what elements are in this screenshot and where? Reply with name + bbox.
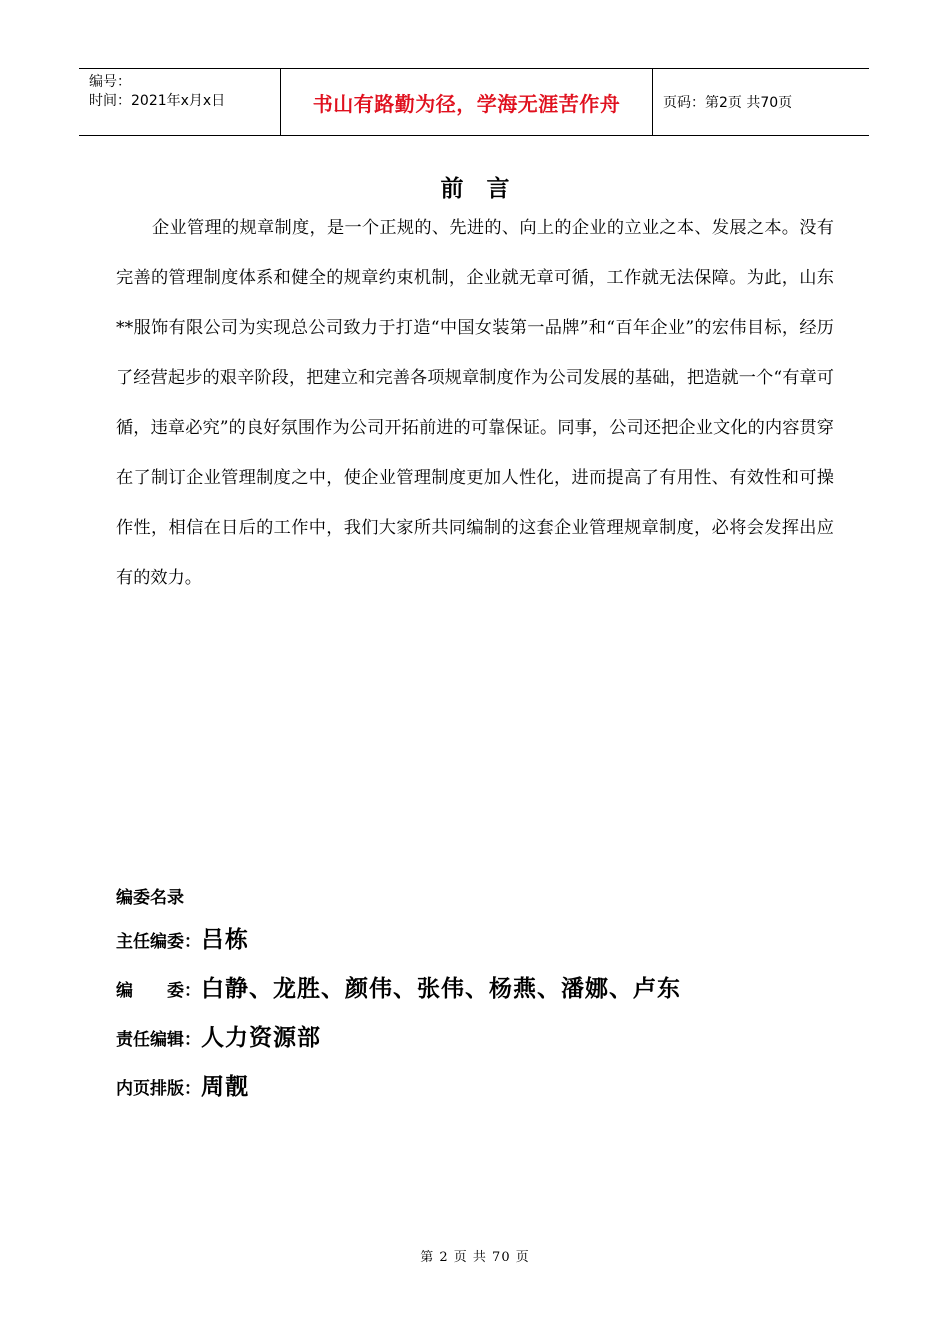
header-table [79,68,869,136]
editorial-row-chief [116,921,836,970]
page-title-text: 前 言 [440,175,510,202]
editorial-value: 人力资源部 [201,1024,321,1051]
editorial-label: 责任编辑： [116,1030,201,1050]
editorial-board [116,883,836,1117]
header-motto: 书山有路勤为径，学海无涯苦作舟 [281,69,653,135]
editorial-label: 内页排版： [116,1079,201,1099]
header-page-info: 页码：第2页 共70页 [663,95,793,111]
document-date: 时间：2021年x月x日 [89,93,226,109]
editorial-value: 吕栋 [201,926,249,953]
editorial-value: 白静、龙胜、颜伟、张伟、杨燕、潘娜、卢东 [201,975,681,1002]
page-footer: 第 2 页 共 70 页 [420,1250,530,1265]
editorial-heading: 编委名录 [116,888,184,908]
preface-paragraph: 企业管理的规章制度，是一个正规的、先进的、向上的企业的立业之本、发展之本。没有完善的管理制度体系和健全的规章约束机制，企业就无章可循，工作就无法保障。为此，山东**服饰有限公司为实现总公司致力于打造“中国女装第一品牌”和“百年企业”的宏伟目标，经历了经营起步的艰辛阶段，把建立和完善各项规章制度作为公司发展的基础，把造就一个“有章可循，违章必究”的良好氛围作为公司开拓前进的可靠保证。同事，公司还把企业文化的内容贯穿在了制订企业管理制度之中，使企业管理制度更加人性化，进而提高了有用性、有效性和可操作性，相信在日后的工作中，我们大家所共同编制的这套企业管理规章制度，必将会发挥出应有的效力。 [116,218,834,588]
editorial-row-layout [116,1068,836,1117]
editorial-label: 编 委： [116,981,201,1001]
editorial-label: 主任编委： [116,932,201,952]
page-title [0,170,950,203]
editorial-value: 周靓 [201,1073,249,1100]
editorial-row-members [116,970,836,1019]
editorial-row-editor [116,1019,836,1068]
document-number-label: 编号： [89,74,131,90]
header-meta-cell [79,69,281,135]
